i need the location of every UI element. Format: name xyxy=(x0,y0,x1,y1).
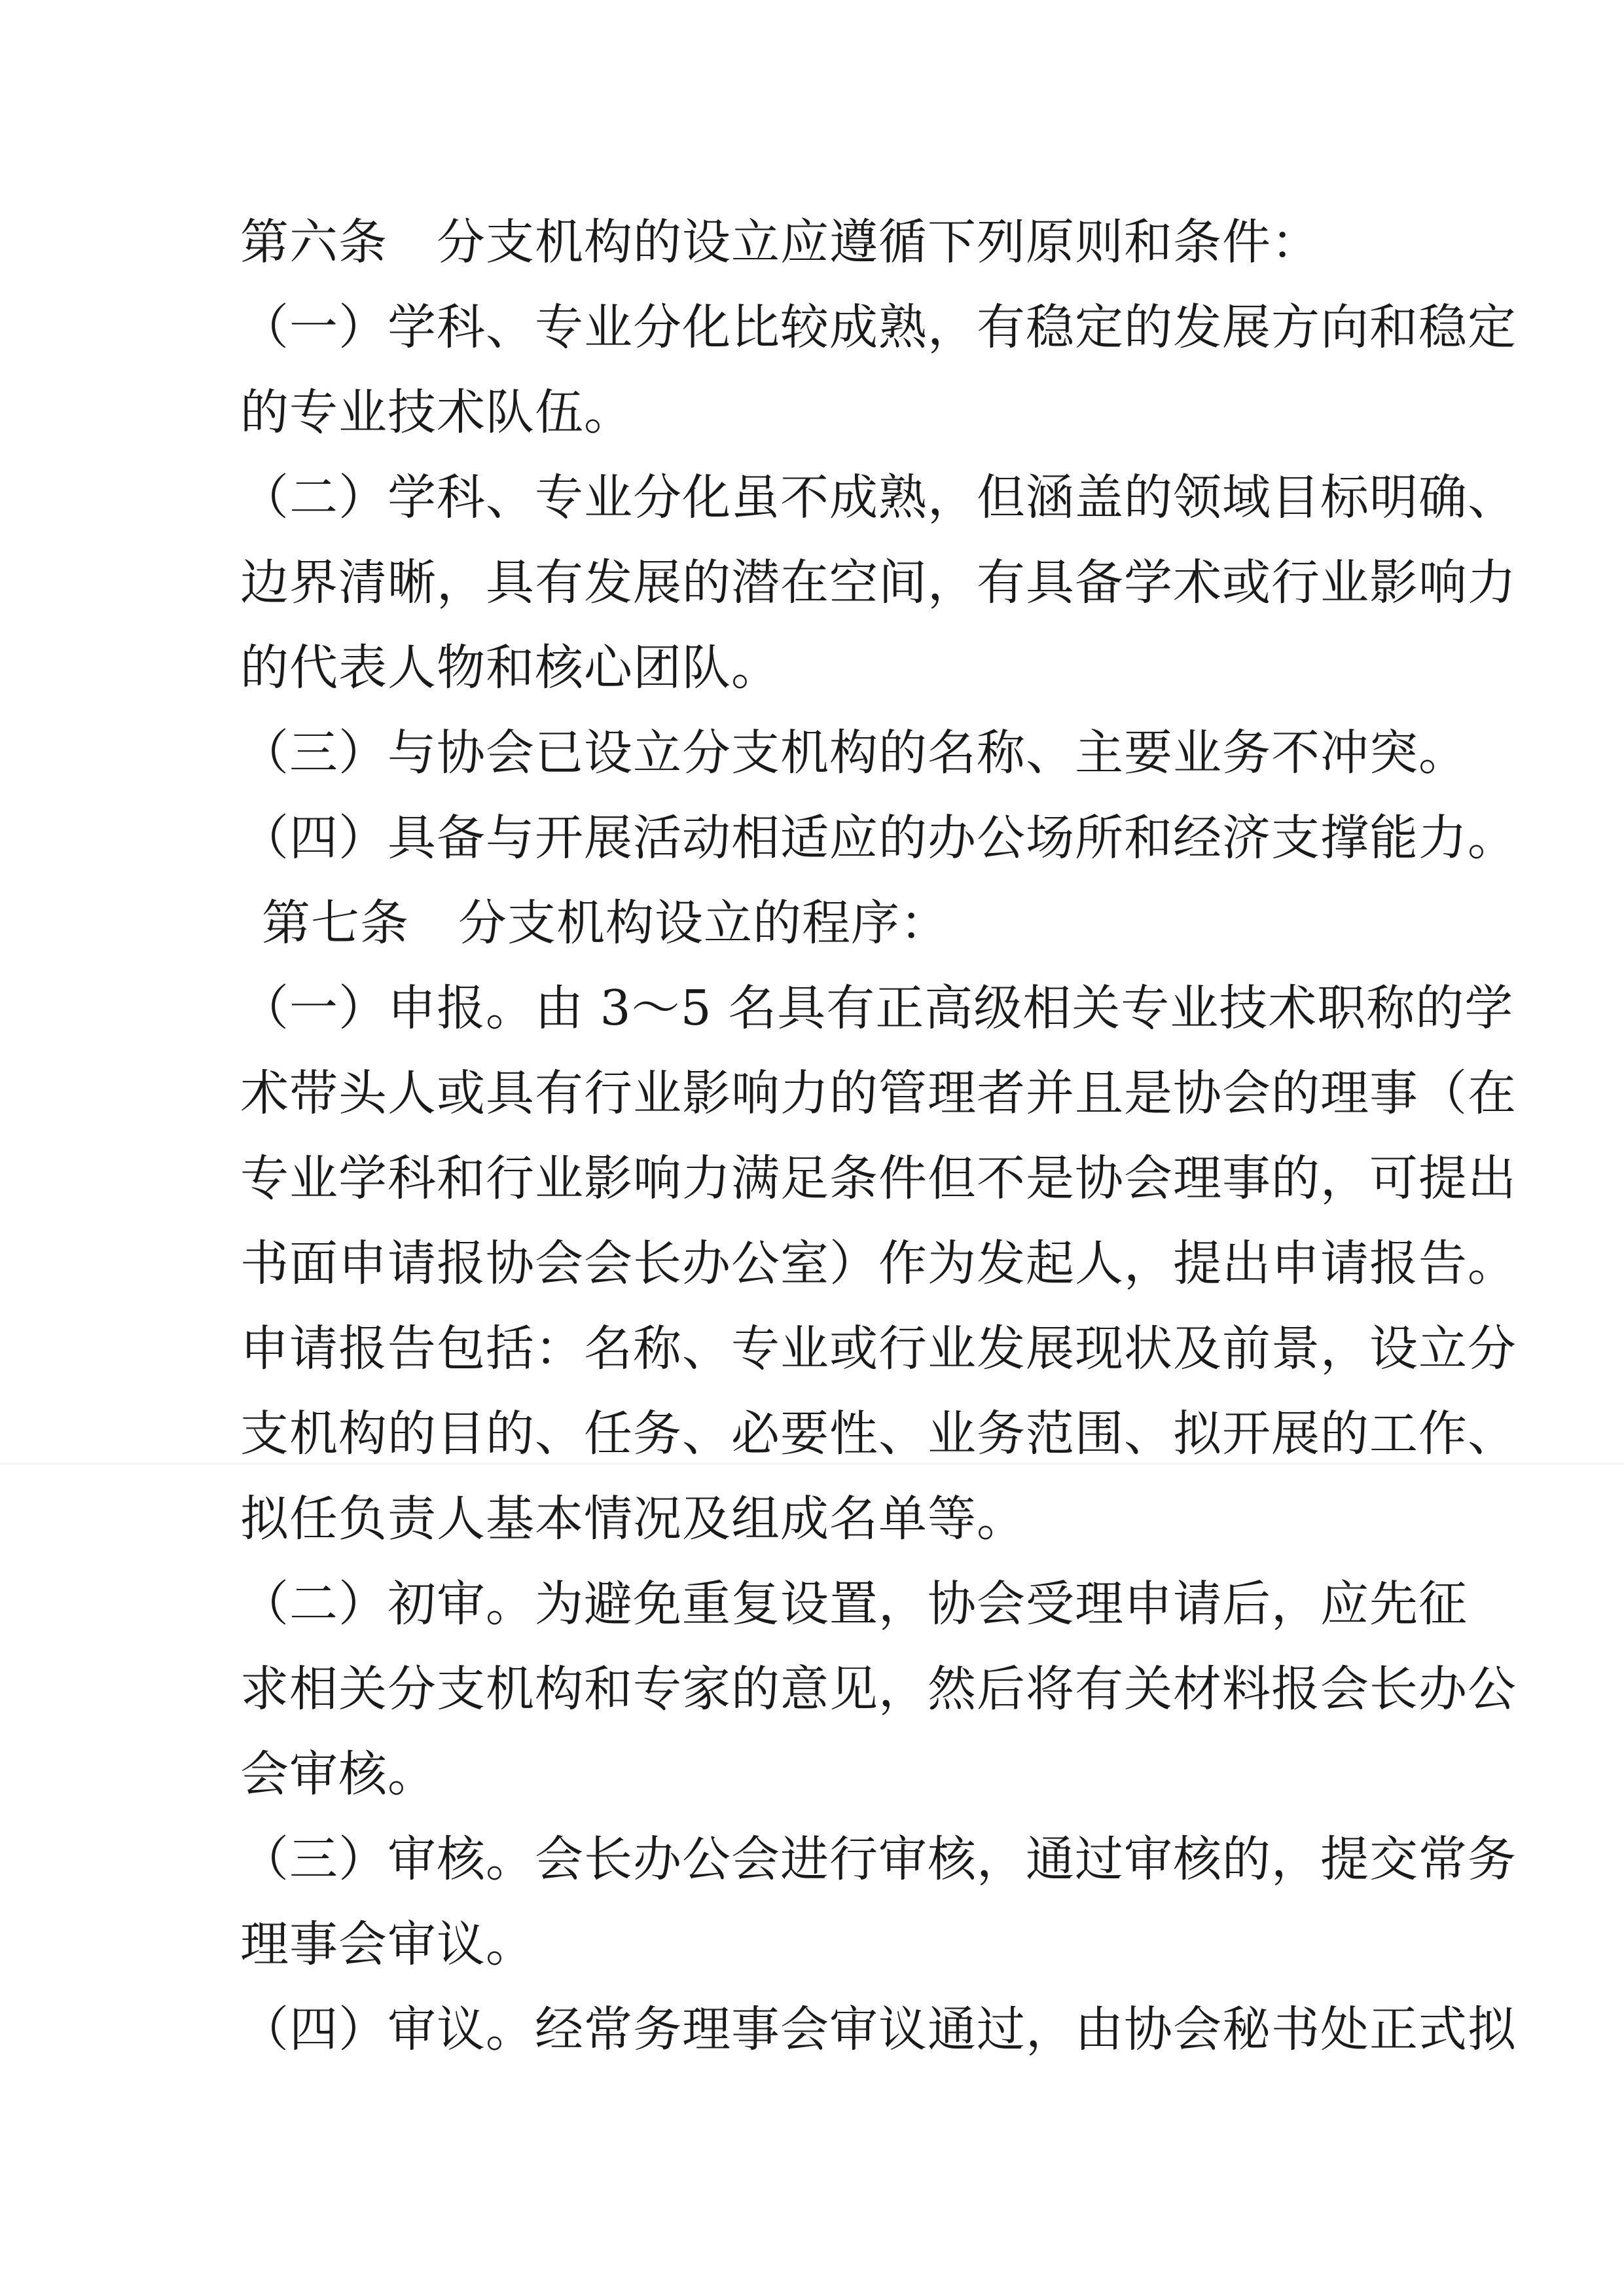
article-6-item-2-cont: 边界清晰，具有发展的潜在空间，有具备学术或行业影响力 xyxy=(240,555,1517,611)
article-7-item-3-cont: 理事会审议。 xyxy=(240,1916,535,1973)
article-7-item-2: （二）初审。为避免重复设置，协会受理申请后，应先征 xyxy=(240,1576,1468,1632)
article-7-item-1-cont: 支机构的目的、任务、必要性、业务范围、拟开展的工作、 xyxy=(240,1406,1517,1462)
article-7-item-1-cont: 拟任负责人基本情况及组成名单等。 xyxy=(240,1491,1026,1547)
article-6-item-1: （一）学科、专业分化比较成熟，有稳定的发展方向和稳定 xyxy=(240,299,1517,355)
article-6-item-4: （四）具备与开展活动相适应的办公场所和经济支撑能力。 xyxy=(240,810,1517,866)
article-6-item-3: （三）与协会已设立分支机构的名称、主要业务不冲突。 xyxy=(240,725,1468,781)
article-7-item-3: （三）审核。会长办公会进行审核，通过审核的，提交常务 xyxy=(240,1831,1517,1887)
article-7-item-1: （一）申报。由 3～5 名具有正高级相关专业技术职称的学 xyxy=(240,980,1514,1036)
article-6-item-2-cont: 的代表人物和核心团队。 xyxy=(240,640,780,696)
article-6-item-1-cont: 的专业技术队伍。 xyxy=(240,384,633,441)
article-7-item-1-cont: 术带头人或具有行业影响力的管理者并且是协会的理事（在 xyxy=(240,1065,1517,1121)
article-7-item-2-cont: 会审核。 xyxy=(240,1746,437,1802)
article-6-item-2: （二）学科、专业分化虽不成熟，但涵盖的领域目标明确、 xyxy=(240,469,1517,526)
article-7-heading: 第七条 分支机构设立的程序： xyxy=(262,895,949,951)
article-7-item-1-cont: 申请报告包括：名称、专业或行业发展现状及前景，设立分 xyxy=(240,1321,1517,1377)
scan-seam-divider xyxy=(0,1463,1624,1465)
article-7-item-2-cont: 求相关分支机构和专家的意见，然后将有关材料报会长办公 xyxy=(240,1661,1517,1717)
article-7-item-1-cont: 书面申请报协会会长办公室）作为发起人，提出申请报告。 xyxy=(240,1235,1517,1292)
article-7-item-1-cont: 专业学科和行业影响力满足条件但不是协会理事的，可提出 xyxy=(240,1150,1517,1207)
article-6-heading: 第六条 分支机构的设立应遵循下列原则和条件： xyxy=(240,214,1320,270)
article-7-item-4: （四）审议。经常务理事会审议通过，由协会秘书处正式拟 xyxy=(240,2001,1517,2058)
